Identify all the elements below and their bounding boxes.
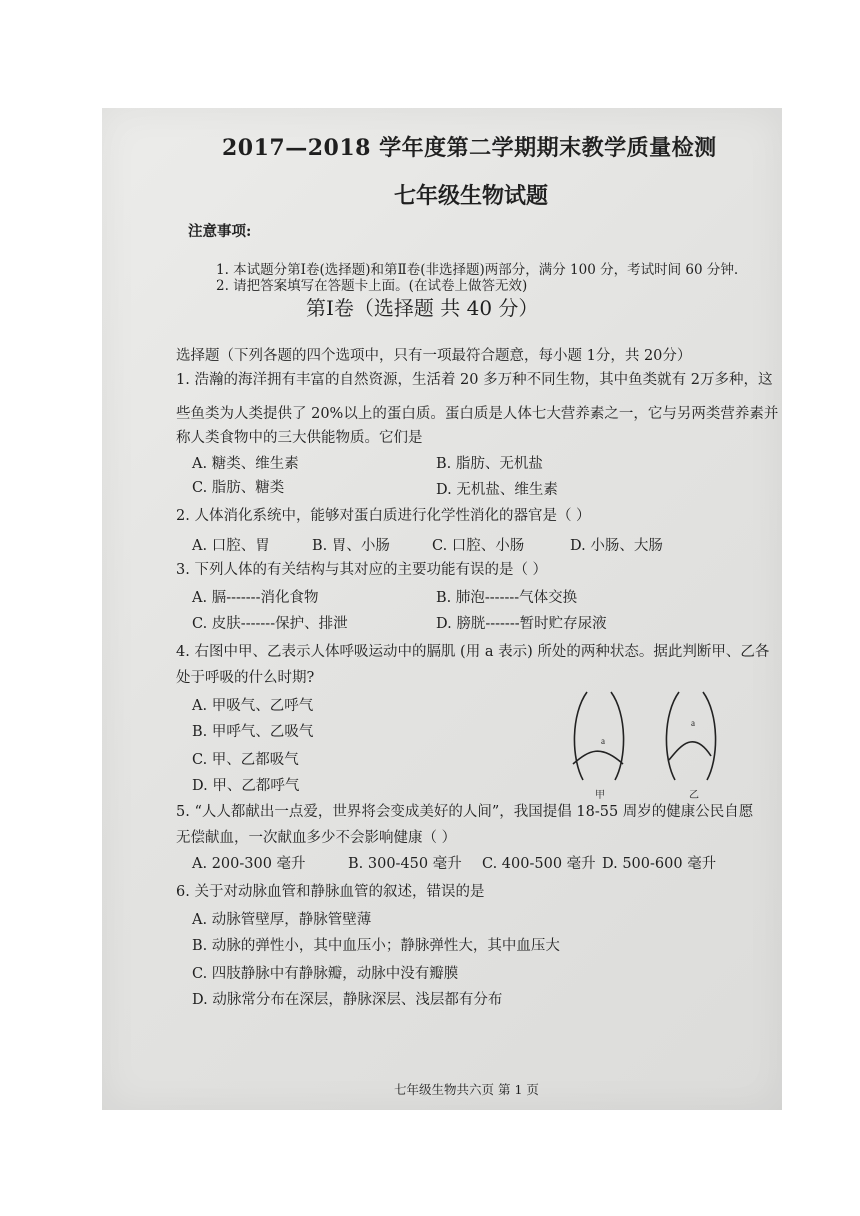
question-5-line-2: 无偿献血，一次献血多少不会影响健康（ ） (176, 830, 457, 846)
diaphragm-diagram (565, 684, 721, 804)
diagram-label-jia: 甲 (595, 790, 605, 801)
question-4-option-c: C. 甲、乙都吸气 (192, 752, 299, 768)
diagram-label-yi: 乙 (689, 790, 699, 801)
page-footer: 七年级生物共六页 第 1 页 (394, 1082, 539, 1097)
question-4-option-a: A. 甲吸气、乙呼气 (192, 698, 314, 714)
question-2-option-a: A. 口腔、胃 (192, 538, 270, 554)
question-1-line-2: 些鱼类为人类提供了 20%以上的蛋白质。蛋白质是人体七大营养素之一，它与另两类营养素并 (176, 406, 779, 422)
exam-title: 2017—2018 学年度第二学期期末教学质量检测 (222, 135, 717, 161)
question-1-option-c: C. 脂肪、糖类 (192, 480, 285, 496)
question-4-option-d: D. 甲、乙都呼气 (192, 778, 300, 794)
question-6-line-1: 6. 关于对动脉血管和静脉血管的叙述，错误的是 (176, 884, 485, 900)
diagram-jia (573, 692, 624, 801)
question-1-option-d: D. 无机盐、维生素 (436, 482, 558, 498)
question-6-option-c: C. 四肢静脉中有静脉瓣，动脉中没有瓣膜 (192, 966, 459, 982)
question-1-line-1: 1. 浩瀚的海洋拥有丰富的自然资源，生活着 20 多万种不同生物，其中鱼类就有 2万多种，这 (176, 372, 773, 388)
diagram-label-a-yi: a (691, 718, 695, 728)
notice-label: 注意事项: (188, 223, 252, 240)
question-2-option-c: C. 口腔、小肠 (432, 538, 525, 554)
question-2-option-d: D. 小肠、大肠 (570, 538, 663, 554)
question-1-option-b: B. 脂肪、无机盐 (436, 456, 543, 472)
exam-paper (102, 108, 782, 1110)
question-4-option-b: B. 甲呼气、乙吸气 (192, 724, 314, 740)
question-3-option-a: A. 膈-------消化食物 (192, 590, 319, 606)
question-1-option-a: A. 糖类、维生素 (192, 456, 299, 472)
question-5-option-b: B. 300-450 毫升 (348, 856, 462, 872)
question-2-option-b: B. 胃、小肠 (312, 538, 390, 554)
question-5-option-c: C. 400-500 毫升 (482, 856, 596, 872)
volume-title: 第Ⅰ卷（选择题 共 40 分） (306, 296, 539, 320)
notice-item-1: 1. 本试题分第Ⅰ卷(选择题)和第Ⅱ卷(非选择题)两部分，满分 100 分，考试时间 60 分钟. (216, 262, 739, 278)
question-6-option-d: D. 动脉常分布在深层，静脉深层、浅层都有分布 (192, 992, 503, 1008)
question-6-option-b: B. 动脉的弹性小，其中血压小；静脉弹性大，其中血压大 (192, 938, 560, 954)
question-1-line-3: 称人类食物中的三大供能物质。它们是 (176, 430, 423, 446)
question-4-line-1: 4. 右图中甲、乙表示人体呼吸运动中的膈肌 (用 a 表示) 所处的两种状态。据此判断甲、乙各 (176, 644, 770, 660)
question-5-option-a: A. 200-300 毫升 (192, 856, 306, 872)
question-3-option-c: C. 皮肤-------保护、排泄 (192, 616, 348, 632)
question-2-line-1: 2. 人体消化系统中，能够对蛋白质进行化学性消化的器官是（ ） (176, 508, 591, 524)
diaphragm-line-yi (669, 742, 711, 760)
notice-item-2: 2. 请把答案填写在答题卡上面。(在试卷上做答无效) (216, 278, 528, 294)
section-intro: 选择题（下列各题的四个选项中，只有一项最符合题意，每小题 1分，共 20分） (176, 348, 692, 364)
question-3-option-b: B. 肺泡-------气体交换 (436, 590, 578, 606)
diagram-yi (666, 692, 715, 801)
question-5-option-d: D. 500-600 毫升 (602, 856, 717, 872)
question-5-line-1: 5. “人人都献出一点爱，世界将会变成美好的人间”，我国提倡 18-55 周岁的健康公民自愿 (176, 804, 754, 820)
question-6-option-a: A. 动脉管壁厚，静脉管壁薄 (192, 912, 372, 928)
exam-subtitle: 七年级生物试题 (394, 183, 549, 209)
diagram-label-a-jia: a (601, 736, 605, 746)
question-3-line-1: 3. 下列人体的有关结构与其对应的主要功能有误的是（ ） (176, 562, 548, 578)
diaphragm-line-jia (573, 751, 623, 764)
question-4-line-2: 处于呼吸的什么时期? (176, 670, 315, 686)
question-3-option-d: D. 膀胱-------暂时贮存尿液 (436, 616, 607, 632)
